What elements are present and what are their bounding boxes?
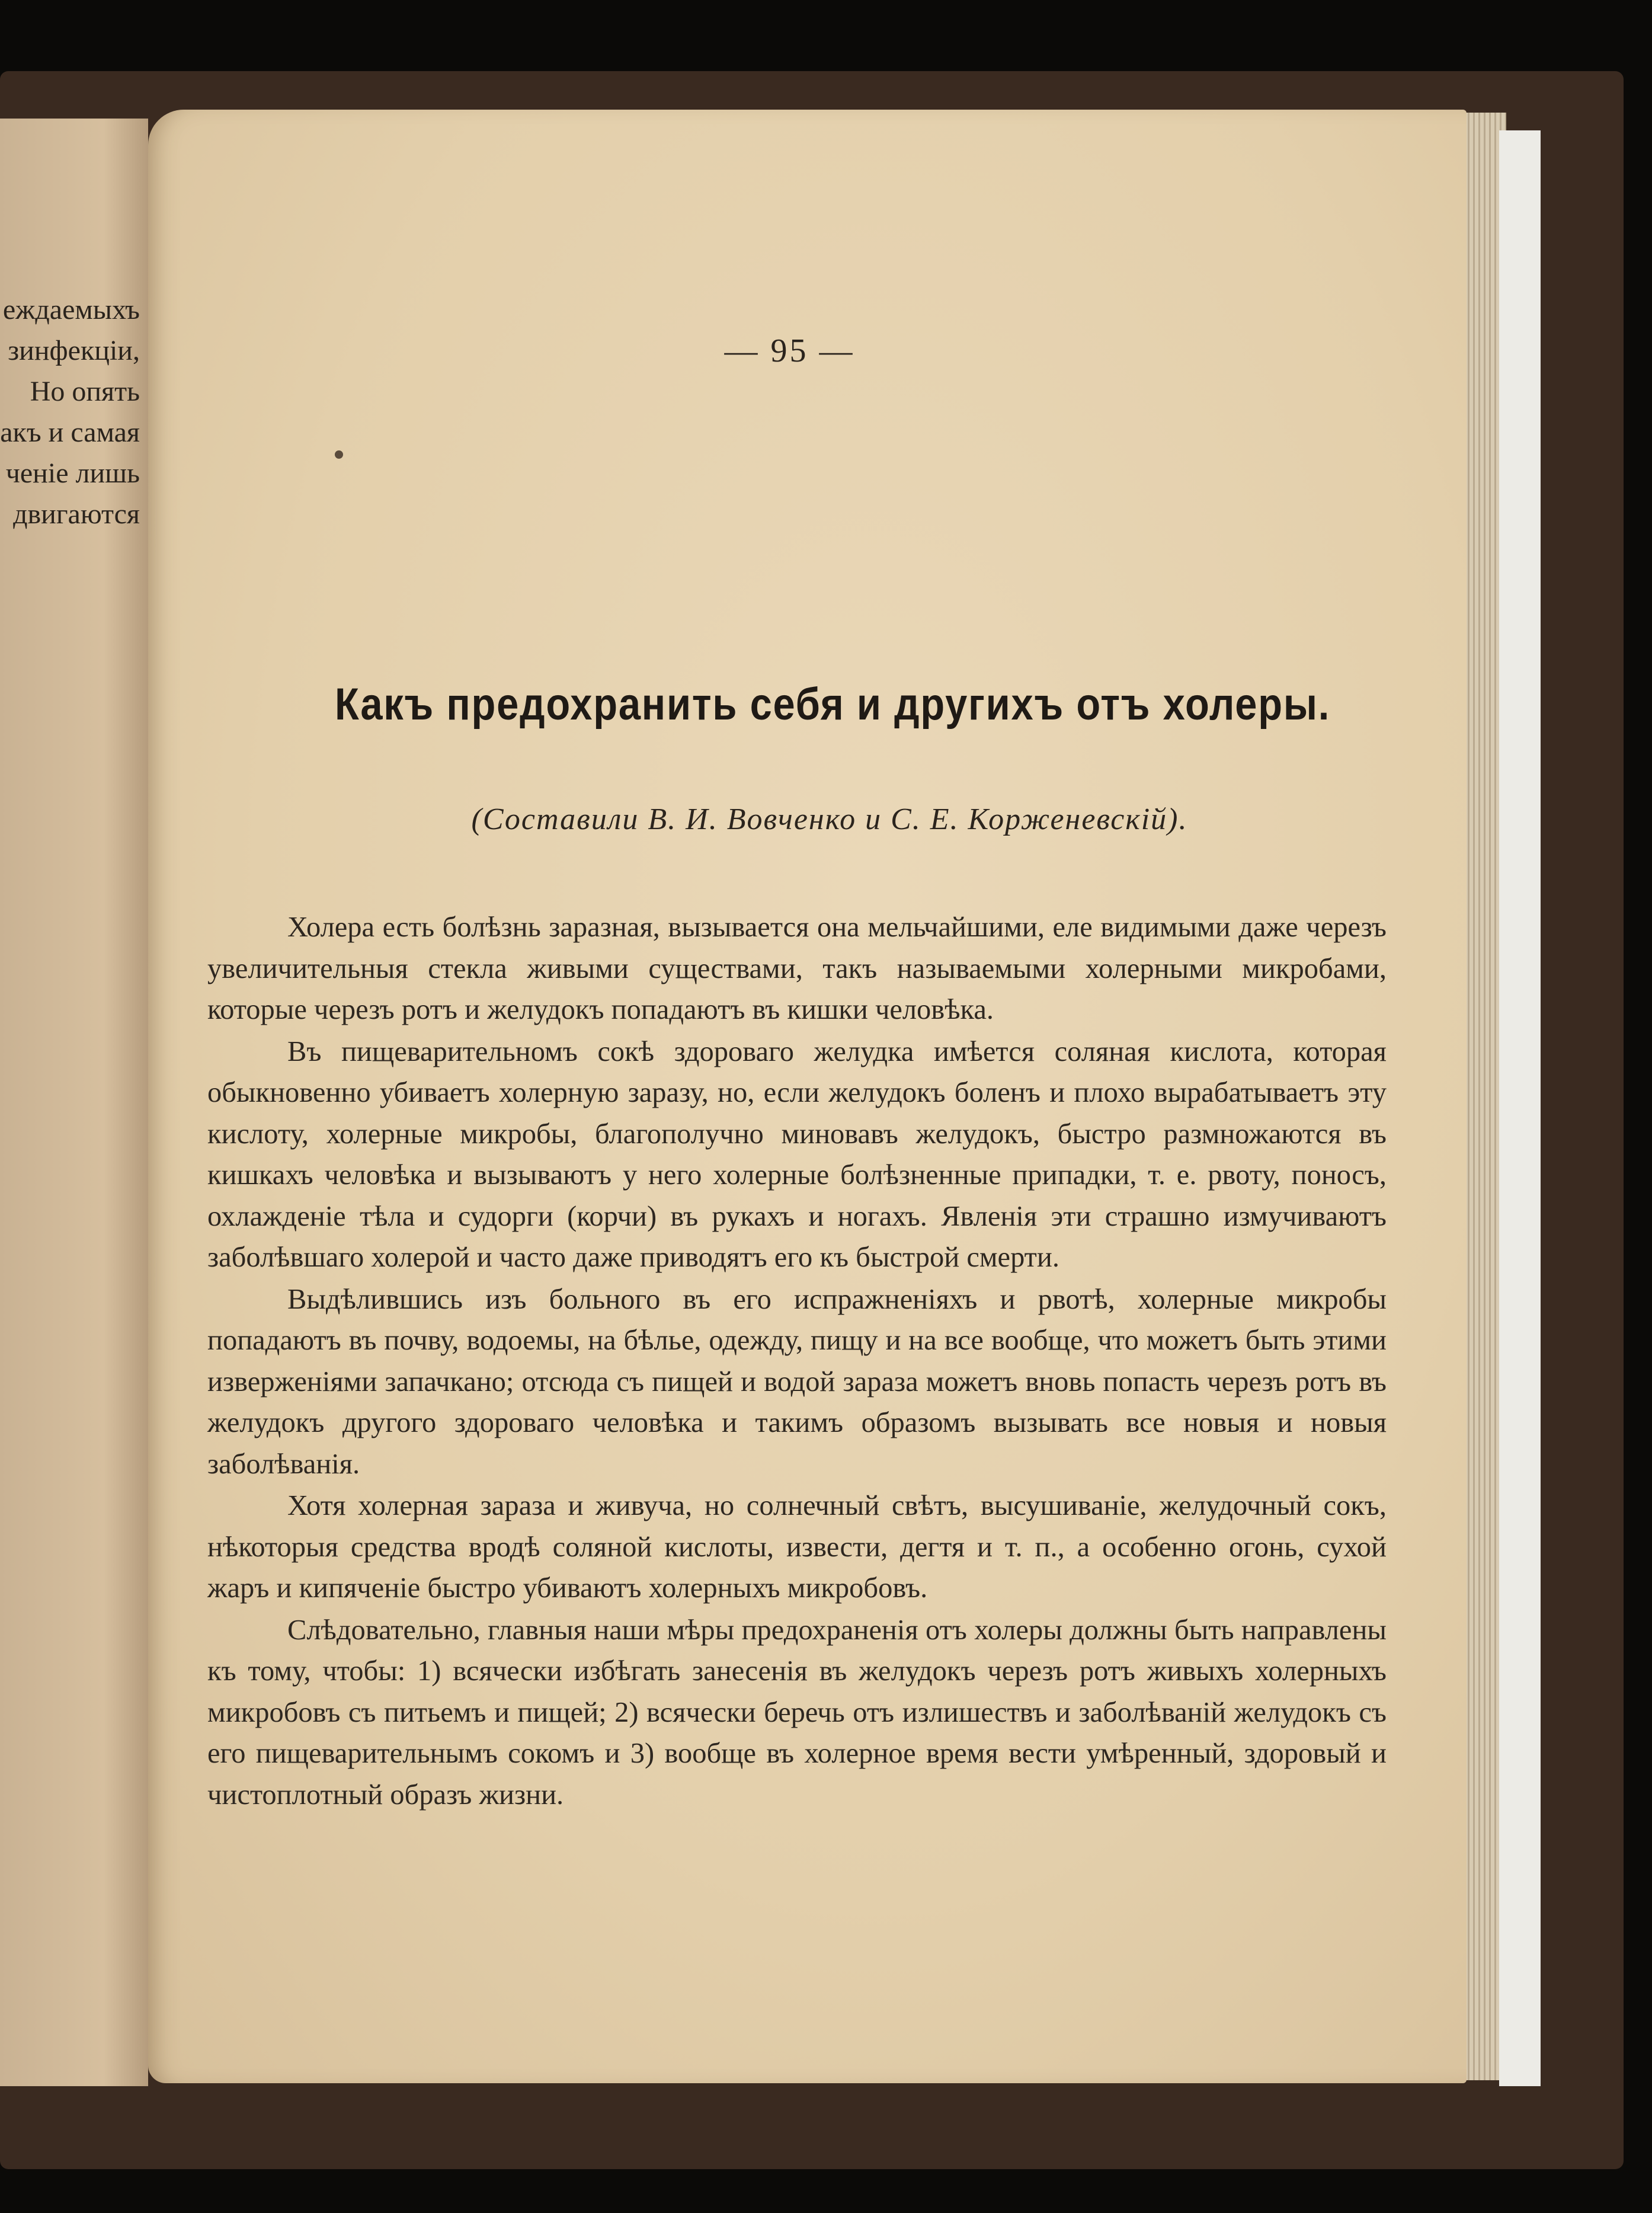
ink-mark <box>335 450 343 459</box>
page-number: — 95 — <box>724 332 855 369</box>
paragraph: Слѣдовательно, главныя наши мѣры предохраненія отъ холеры должны быть направлены къ тому, чтобы: 1) всячески избѣгать занесенія въ желудокъ черезъ ротъ живыхъ холерныхъ микробовъ съ питьемъ и пищей; 2) всячески беречь отъ излишествъ и заболѣваній желудокъ съ его пищеварительнымъ сокомъ и 3) вообще въ холерное время вести умѣренный, здоровый и чистоплотный образъ жизни. <box>207 1614 1387 1811</box>
article-authors: (Составили В. И. Вовченко и С. Е. Корженевскій). <box>471 802 1188 836</box>
left-page-line: двигаются <box>13 498 140 530</box>
paragraph: Въ пищеварительномъ сокѣ здороваго желудка имѣется соляная кислота, которая обыкновенно убиваетъ холерную заразу, но, если желудокъ боленъ и плохо вырабатываетъ эту кислоту, холерные микробы, благополучно миновавъ желудокъ, быстро размножаются въ кишкахъ человѣка и вызываютъ у него холерные болѣзненные припадки, т. е. рвоту, поносъ, охлажденіе тѣла и судорги (корчи) въ рукахъ и ногахъ. Явленія эти страшно измучиваютъ заболѣвшаго холерой и часто даже приводятъ его къ быстрой смерти. <box>207 1035 1387 1273</box>
paragraph: Хотя холерная зараза и живуча, но солнечный свѣтъ, высушиваніе, желудочный сокъ, нѣкоторыя средства вродѣ соляной кислоты, извести, дегтя и т. п., а особенно огонь, сухой жаръ и кипяченіе быстро убиваютъ холерныхъ микробовъ. <box>207 1490 1387 1604</box>
left-page <box>0 119 148 2086</box>
left-page-line: ченіе лишь <box>5 458 140 489</box>
left-page-line: Но опять <box>30 376 140 407</box>
paragraph: Выдѣлившись изъ больного въ его испражненіяхъ и рвотѣ, холерные микробы попадаютъ въ почву, водоемы, на бѣлье, одежду, пищу и на все вообще, что можетъ быть этими изверженіями запачкано; отсюда съ пищей и водой зараза можетъ вновь попасть черезъ ротъ въ желудокъ другого здороваго человѣка и такимъ образомъ вызывать все новыя и новыя заболѣванія. <box>207 1283 1387 1480</box>
paragraph: Холера есть болѣзнь заразная, вызывается она мельчайшими, еле видимыми даже черезъ увеличительныя стекла живыми существами, такъ называемыми холерными микробами, которые черезъ ротъ и желудокъ попадаютъ въ кишки человѣка. <box>207 912 1387 1025</box>
article-body <box>207 907 1387 1816</box>
left-page-line: зинфекціи, <box>8 335 140 366</box>
white-sheet <box>1499 130 1541 2086</box>
article-title: Какъ предохранить себя и другихъ отъ холеры. <box>334 679 1331 730</box>
right-page <box>148 110 1467 2083</box>
left-page-line: акъ и самая <box>0 417 140 448</box>
left-page-line: еждаемыхъ <box>2 294 140 325</box>
